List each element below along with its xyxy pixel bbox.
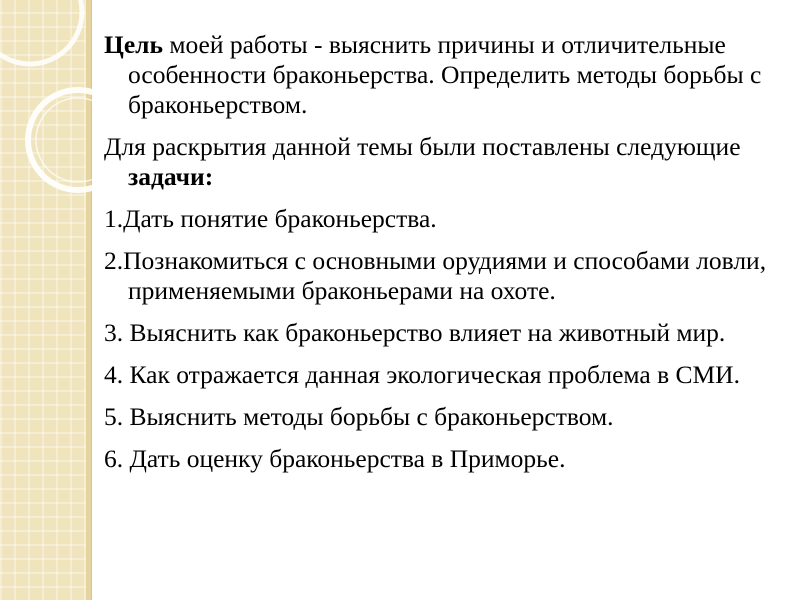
task-item-5: 5. Выяснить методы борьбы с браконьерством.	[104, 402, 614, 431]
task-item-1: 1.Дать понятие браконьерства.	[104, 204, 437, 233]
task-item-6: 6. Дать оценку браконьерства в Приморье.	[104, 444, 566, 473]
goal-text: моей работы - выяснить причины и отличительные особенности браконьерства. Определить методы борьбы с браконьерством.	[128, 30, 762, 119]
task-item-4: 4. Как отражается данная экологическая проблема в СМИ.	[104, 360, 740, 389]
tasks-intro-text: Для раскрытия данной темы были поставлены следующие	[104, 132, 741, 161]
goal-paragraph	[104, 30, 780, 120]
tasks-label: задачи:	[128, 162, 214, 191]
slide-body	[104, 30, 780, 474]
goal-label: Цель	[104, 30, 163, 59]
task-item-3: 3. Выяснить как браконьерство влияет на животный мир.	[104, 318, 726, 347]
decorative-ring-top	[0, 0, 82, 64]
tasks-intro-paragraph	[104, 132, 780, 192]
task-item-2: 2.Познакомиться с основными орудиями и способами ловли, применяемыми браконьерами на охоте.	[104, 246, 767, 305]
